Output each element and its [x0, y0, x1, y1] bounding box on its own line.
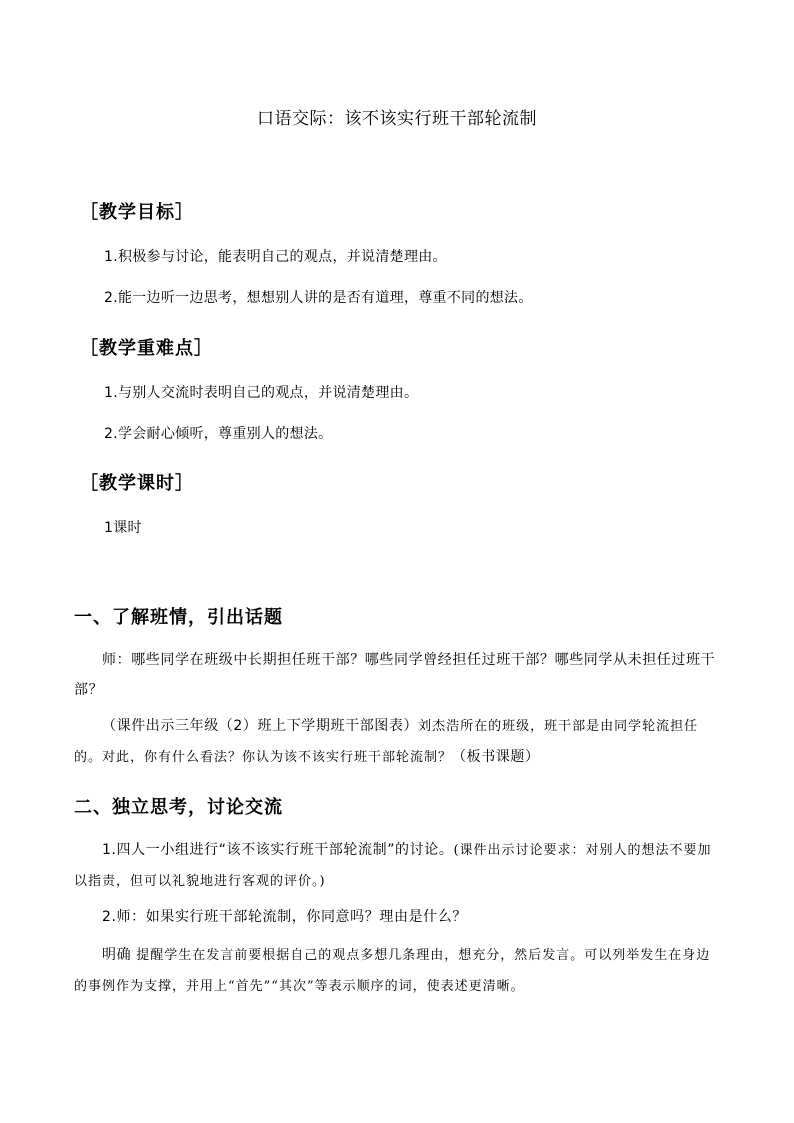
board-note: （板书课题）	[452, 749, 540, 765]
part1-heading: 一、了解班情，引出话题	[74, 607, 283, 628]
part2-paragraph-1	[74, 835, 724, 897]
part2-heading: 二、独立思考，讨论交流	[74, 797, 283, 818]
courseware-note: （课件出示三年级（2）班上下学期班干部图表）	[102, 718, 419, 734]
part2-paragraph-2: 2.师：如果实行班干部轮流制，你同意吗？理由是什么？	[102, 909, 467, 925]
hours-heading: ［教学课时］	[80, 473, 194, 494]
key-point-item-1: 1.与别人交流时表明自己的观点，并说清楚理由。	[104, 385, 419, 401]
part1-paragraph-2	[74, 711, 724, 773]
goals-heading: ［教学目标］	[80, 202, 194, 223]
goal-item-1: 1.积极参与讨论，能表明自己的观点，并说清楚理由。	[104, 249, 447, 265]
part1-paragraph-1: 师：哪些同学在班级中长期担任班干部？哪些同学曾经担任过班干部？哪些同学从未担任过班干部？	[74, 652, 716, 698]
discussion-requirements: (课件出示讨论要求：对别人的想法不要加以指责，但可以礼貌地进行客观的评价。)	[74, 843, 712, 889]
part2-paragraph-3	[74, 940, 724, 1002]
part1-paragraph-2-body: 刘杰浩所在的班级，班干部是由同学轮流担任的。对此，你有什么看法？你认为该不该实行班干部轮流制？	[74, 719, 699, 765]
hours-value: 1课时	[104, 520, 142, 536]
goal-item-2: 2.能一边听一边思考，想想别人讲的是否有道理，尊重不同的想法。	[104, 290, 533, 306]
key-points-heading: ［教学重难点］	[80, 338, 213, 359]
document-title: 口语交际：该不该实行班干部轮流制	[257, 109, 537, 129]
clarify-body: 提醒学生在发言前要根据自己的观点多想几条理由，想充分，然后发言。可以列举发生在身边的事例作为支撑，并用上“首先”“其次”等表示顺序的词，使表述更清晰。	[74, 948, 711, 994]
clarify-label: 明确	[102, 947, 132, 963]
key-point-item-2: 2.学会耐心倾听，尊重别人的想法。	[104, 426, 333, 442]
part2-paragraph-1-lead: 1.四人一小组进行“该不该实行班干部轮流制”的讨论。	[102, 842, 454, 858]
